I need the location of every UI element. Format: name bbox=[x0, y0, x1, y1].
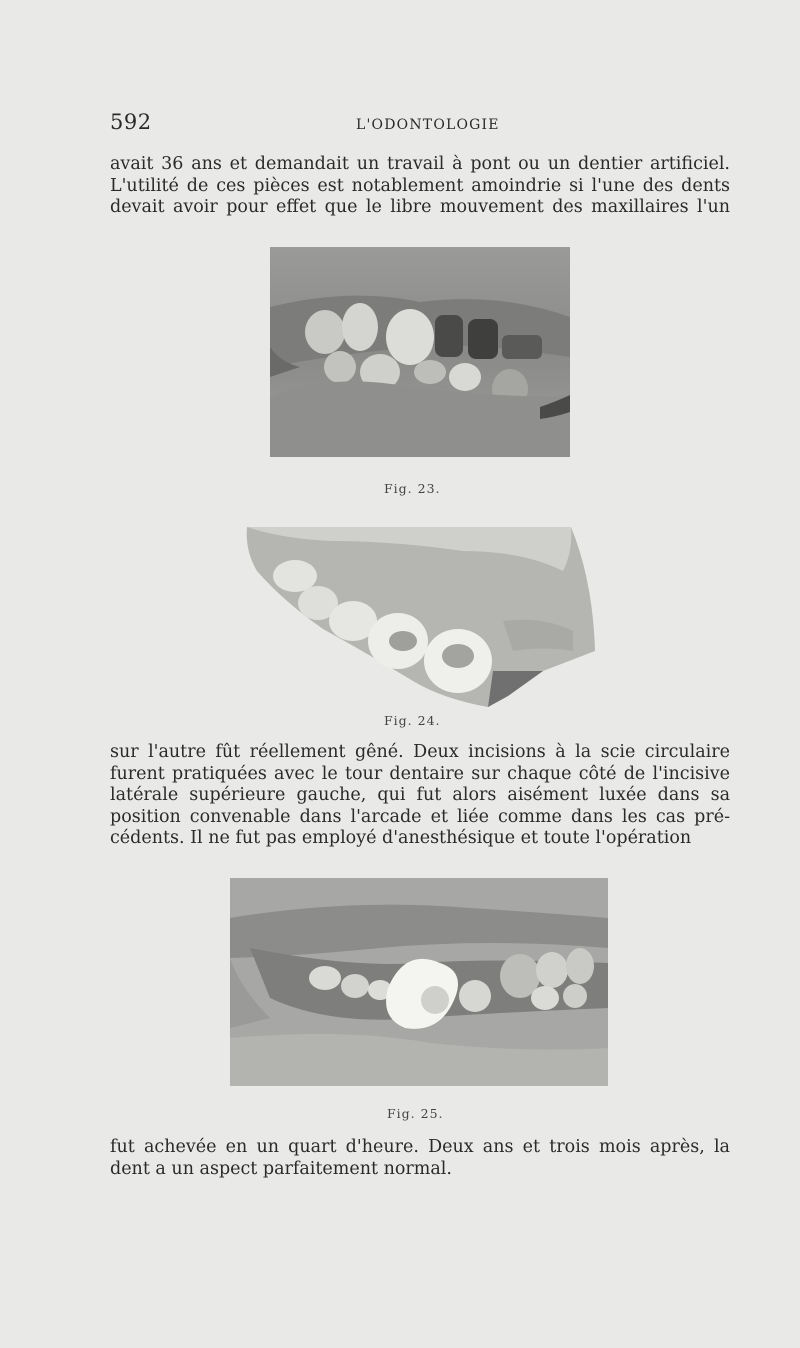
figure-23-image bbox=[270, 247, 570, 457]
text-line: furent pratiquées avec le tour dentaire sur chaque côté de l'incisive bbox=[110, 763, 730, 784]
text-line: avait 36 ans et demandait un travail à pont ou un dentier artificiel. bbox=[110, 154, 730, 174]
figure-25-image bbox=[230, 878, 608, 1086]
page-number: 592 bbox=[110, 110, 152, 134]
figure-23-caption: Fig. 23. bbox=[384, 481, 441, 496]
text-line: L'utilité de ces pièces est notablement amoindrie si l'une des dents bbox=[110, 175, 730, 196]
text-line: cédents. Il ne fut pas employé d'anesthésique et toute l'opération bbox=[110, 828, 692, 848]
figure-24-image bbox=[243, 521, 603, 711]
running-title: L'ODONTOLOGIE bbox=[356, 117, 500, 133]
text-line: position convenable dans l'arcade et liée comme dans les cas pré- bbox=[110, 806, 730, 827]
text-line: sur l'autre fût réellement gêné. Deux incisions à la scie circulaire bbox=[110, 742, 730, 762]
paragraph-2 bbox=[110, 742, 730, 850]
text-line: dent a un aspect parfaitement normal. bbox=[110, 1158, 452, 1179]
paragraph-3 bbox=[110, 1137, 730, 1180]
text-line: latérale supérieure gauche, qui fut alors aisément luxée dans sa bbox=[110, 785, 730, 805]
figure-25-caption: Fig. 25. bbox=[387, 1106, 444, 1121]
text-line: fut achevée en un quart d'heure. Deux ans et trois mois après, la bbox=[110, 1137, 730, 1157]
paragraph-1 bbox=[110, 154, 730, 219]
figure-24-caption: Fig. 24. bbox=[384, 713, 441, 728]
text-line: devait avoir pour effet que le libre mouvement des maxillaires l'un bbox=[110, 197, 730, 217]
